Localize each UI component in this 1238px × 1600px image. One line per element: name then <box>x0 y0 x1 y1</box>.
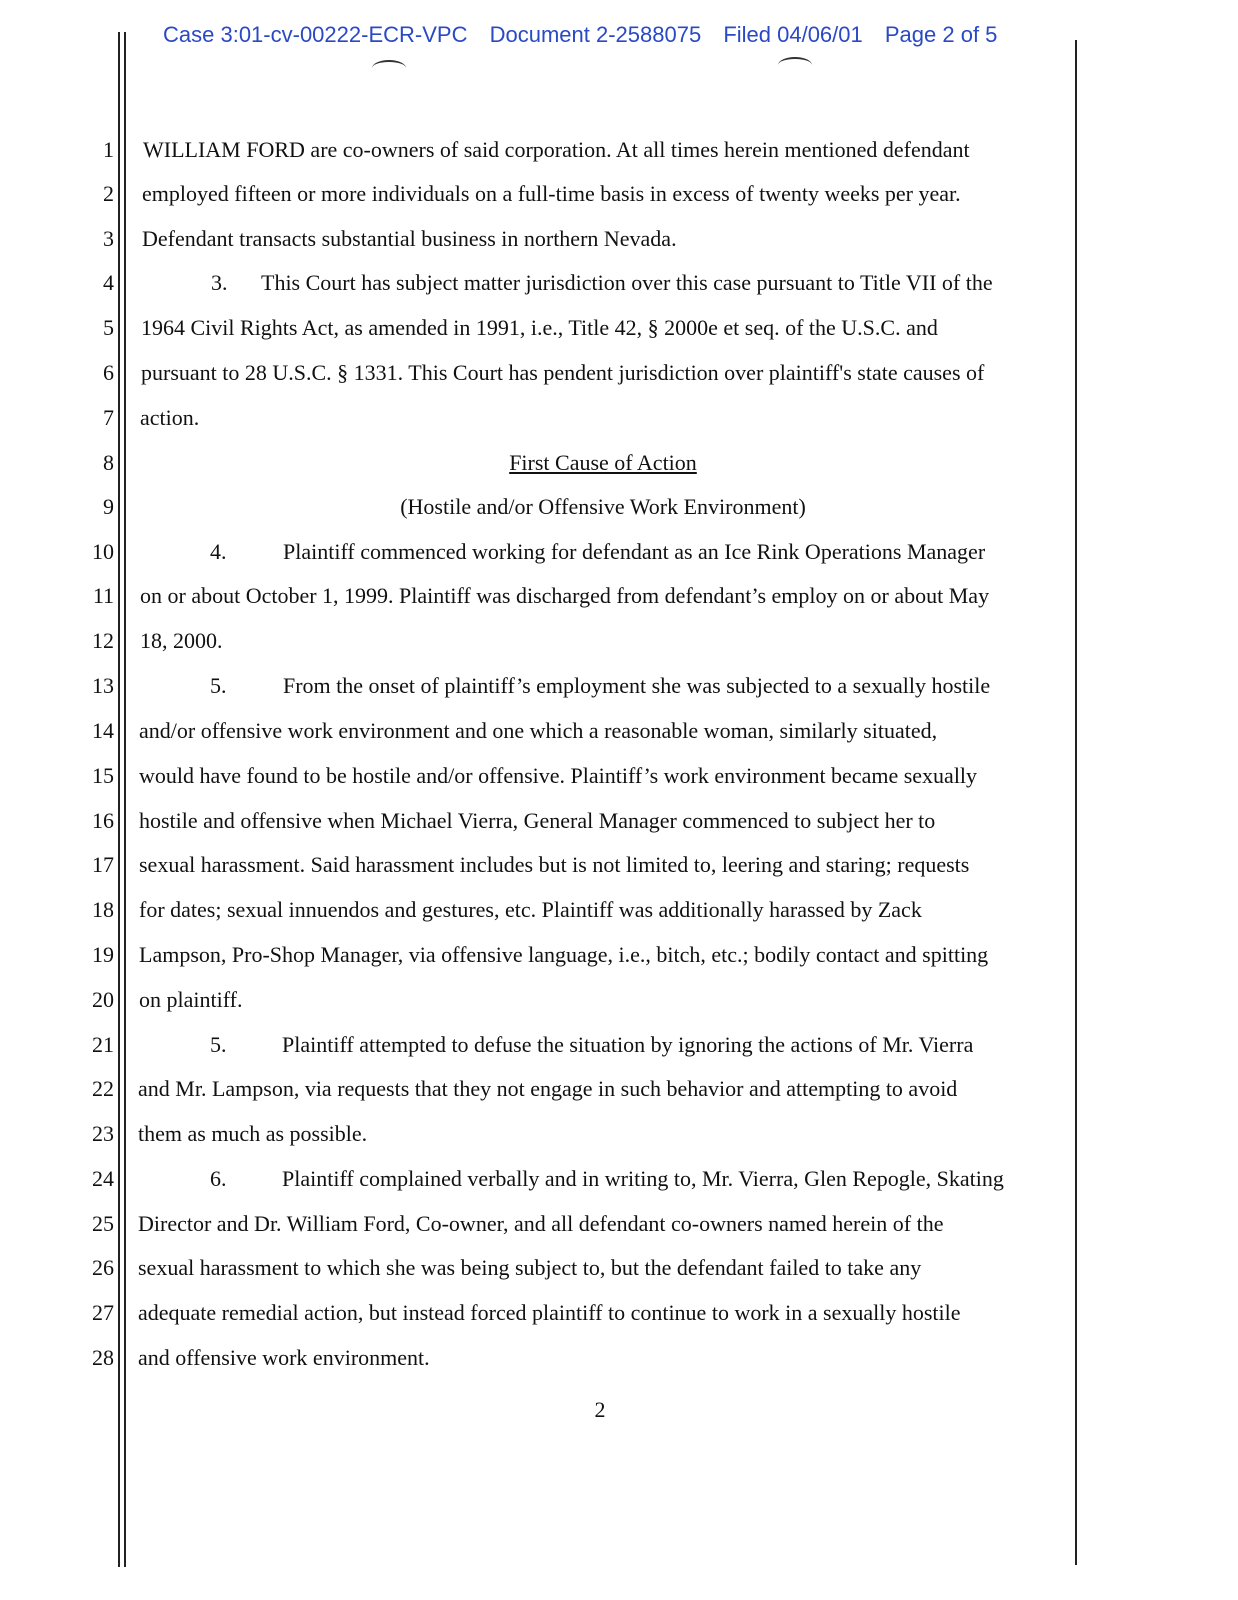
line-number: 22 <box>92 1076 114 1101</box>
body-line: action. <box>140 405 200 430</box>
line-number: 13 <box>92 673 114 698</box>
line-number: 6 <box>103 360 114 385</box>
right-margin-rule <box>1075 40 1077 1565</box>
body-line: employed fifteen or more individuals on a full-time basis in excess of twenty weeks per year. <box>142 181 961 206</box>
line-number: 9 <box>103 494 114 519</box>
body-line: From the onset of plaintiff’s employment she was subjected to a sexually hostile <box>283 673 991 698</box>
body-line: hostile and offensive when Michael Vierra, General Manager commenced to subject her to <box>139 808 936 833</box>
line-number: 15 <box>92 763 114 788</box>
body-line: Plaintiff complained verbally and in writing to, Mr. Vierra, Glen Repogle, Skating <box>282 1166 1004 1191</box>
body-line: sexual harassment to which she was being subject to, but the defendant failed to take any <box>138 1255 922 1280</box>
body-line: sexual harassment. Said harassment includes but is not limited to, leering and staring; requests <box>139 852 970 877</box>
body-line: WILLIAM FORD are co-owners of said corporation. At all times herein mentioned defendant <box>143 137 970 162</box>
paragraph-number: 3. <box>211 270 228 295</box>
body-line: Plaintiff commenced working for defendant as an Ice Rink Operations Manager <box>283 539 986 564</box>
body-line: 1964 Civil Rights Act, as amended in 1991, i.e., Title 42, § 2000e et seq. of the U.S.C. and <box>141 315 938 340</box>
page-number: 2 <box>594 1397 606 1422</box>
left-margin-rule <box>124 32 126 1567</box>
paragraph-number: 4. <box>210 539 227 564</box>
line-number: 28 <box>92 1345 114 1370</box>
line-number: 14 <box>92 718 114 743</box>
body-line: and offensive work environment. <box>138 1345 430 1370</box>
document-number: Document 2-2588075 <box>489 22 702 47</box>
body-line: for dates; sexual innuendos and gestures, etc. Plaintiff was additionally harassed by Zack <box>139 897 922 922</box>
line-number: 18 <box>92 897 114 922</box>
ecf-header <box>163 22 1068 48</box>
line-number: 3 <box>103 226 114 251</box>
body-line: and Mr. Lampson, via requests that they not engage in such behavior and attempting to avoid <box>138 1076 958 1101</box>
section-heading: First Cause of Action <box>509 450 697 475</box>
body-line: Director and Dr. William Ford, Co-owner, and all defendant co-owners named herein of the <box>138 1211 944 1236</box>
body-line: adequate remedial action, but instead forced plaintiff to continue to work in a sexually hostile <box>138 1300 961 1325</box>
line-number: 17 <box>92 852 114 877</box>
body-line: This Court has subject matter jurisdiction over this case pursuant to Title VII of the <box>261 270 993 295</box>
case-number: Case 3:01-cv-00222-ECR-VPC <box>163 22 468 47</box>
line-number: 7 <box>103 405 114 430</box>
body-line: them as much as possible. <box>138 1121 368 1146</box>
paragraph-number: 5. <box>210 1032 227 1057</box>
line-number: 5 <box>103 315 114 340</box>
line-number: 4 <box>103 270 114 295</box>
line-number: 20 <box>92 987 114 1012</box>
line-number: 16 <box>92 808 114 833</box>
body-line: on or about October 1, 1999. Plaintiff was discharged from defendant’s employ on or about May <box>140 583 990 608</box>
body-line: Lampson, Pro-Shop Manager, via offensive language, i.e., bitch, etc.; bodily contact and spitting <box>139 942 989 967</box>
line-number: 8 <box>103 450 114 475</box>
paragraph-number: 5. <box>210 673 227 698</box>
body-line: Plaintiff attempted to defuse the situation by ignoring the actions of Mr. Vierra <box>282 1032 974 1057</box>
line-number: 10 <box>92 539 114 564</box>
body-line: pursuant to 28 U.S.C. § 1331. This Court has pendent jurisdiction over plaintiff's state causes of <box>141 360 985 385</box>
body-line: and/or offensive work environment and one which a reasonable woman, similarly situated, <box>139 718 938 743</box>
line-number: 2 <box>103 181 114 206</box>
line-number: 11 <box>92 583 114 608</box>
body-line: would have found to be hostile and/or offensive. Plaintiff’s work environment became sexually <box>139 763 978 788</box>
body-line: Defendant transacts substantial business in northern Nevada. <box>142 226 677 251</box>
body-line: 18, 2000. <box>140 628 223 653</box>
line-number: 1 <box>103 137 114 162</box>
line-number: 26 <box>92 1255 114 1280</box>
line-number: 21 <box>92 1032 114 1057</box>
paragraph-number: 6. <box>210 1166 227 1191</box>
scan-mark <box>778 57 812 73</box>
section-subheading: (Hostile and/or Offensive Work Environment) <box>400 494 806 519</box>
body-line: on plaintiff. <box>139 987 243 1012</box>
left-margin-rule <box>118 32 120 1567</box>
line-number: 25 <box>92 1211 114 1236</box>
line-number: 23 <box>92 1121 114 1146</box>
line-number: 19 <box>92 942 114 967</box>
line-number: 12 <box>92 628 114 653</box>
line-number: 24 <box>92 1166 114 1191</box>
filed-date: Filed 04/06/01 <box>723 22 863 47</box>
line-number: 27 <box>92 1300 114 1325</box>
scan-mark <box>372 60 406 76</box>
page-count: Page 2 of 5 <box>884 22 998 47</box>
